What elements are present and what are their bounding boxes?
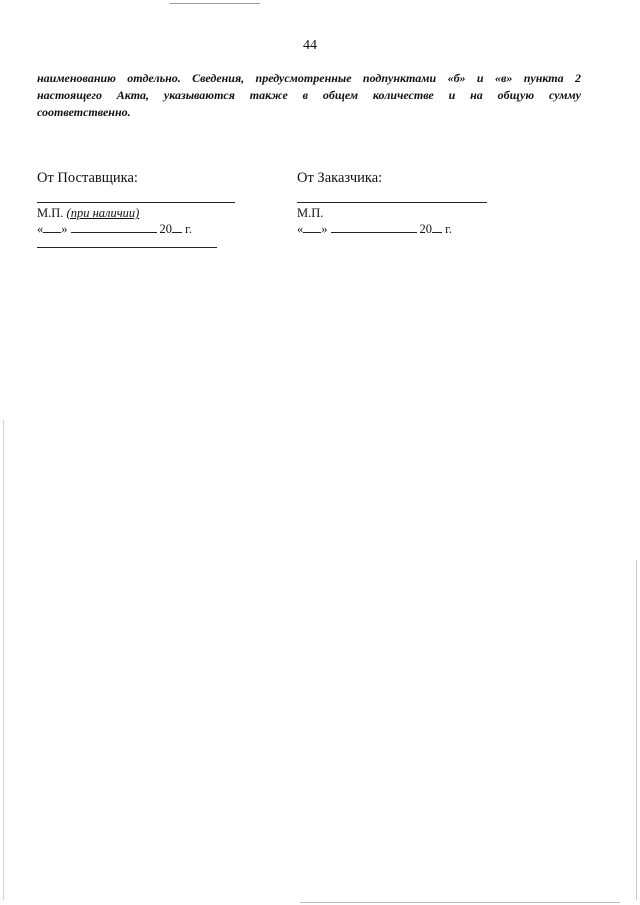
paragraph-line: соответственно. [37, 105, 131, 119]
month-blank [331, 221, 417, 233]
year-suffix: г. [445, 222, 452, 236]
scan-edge-top [170, 3, 260, 4]
supplier-stamp-label: М.П. [37, 206, 64, 220]
act-paragraph [37, 70, 581, 121]
month-blank [71, 221, 157, 233]
scan-edge-left [3, 420, 4, 900]
scan-edge-bottom [300, 902, 620, 903]
date-close-quote: » [321, 222, 328, 236]
supplier-stamp-note: (при наличии) [66, 206, 140, 220]
date-open-quote: « [37, 222, 44, 236]
supplier-title: От Поставщика: [37, 170, 138, 186]
supplier-date-row [37, 221, 237, 237]
customer-stamp-label: М.П. [297, 206, 324, 220]
year-suffix: г. [185, 222, 192, 236]
customer-signature-block [297, 170, 489, 237]
paragraph-line: настоящего Акта, указываются также в общем количестве и на общую сумму [37, 88, 581, 102]
year-blank [172, 221, 182, 233]
year-prefix: 20 [159, 222, 172, 236]
year-prefix: 20 [419, 222, 432, 236]
scan-edge-right [636, 560, 637, 900]
customer-stamp-row [297, 205, 489, 221]
day-blank [43, 221, 61, 233]
day-blank [303, 221, 321, 233]
customer-date-row [297, 221, 489, 237]
supplier-signature-line [37, 190, 235, 203]
date-close-quote: » [61, 222, 68, 236]
page-number: 44 [303, 38, 317, 53]
customer-title: От Заказчика: [297, 170, 383, 186]
supplier-stamp-row [37, 205, 237, 221]
paragraph-line: наименованию отдельно. Сведения, предусмотренные подпунктами «б» и «в» пункта 2 [37, 71, 581, 85]
supplier-extra-line [37, 237, 217, 248]
date-open-quote: « [297, 222, 304, 236]
supplier-signature-block [37, 170, 237, 248]
year-blank [432, 221, 442, 233]
customer-signature-line [297, 190, 487, 203]
